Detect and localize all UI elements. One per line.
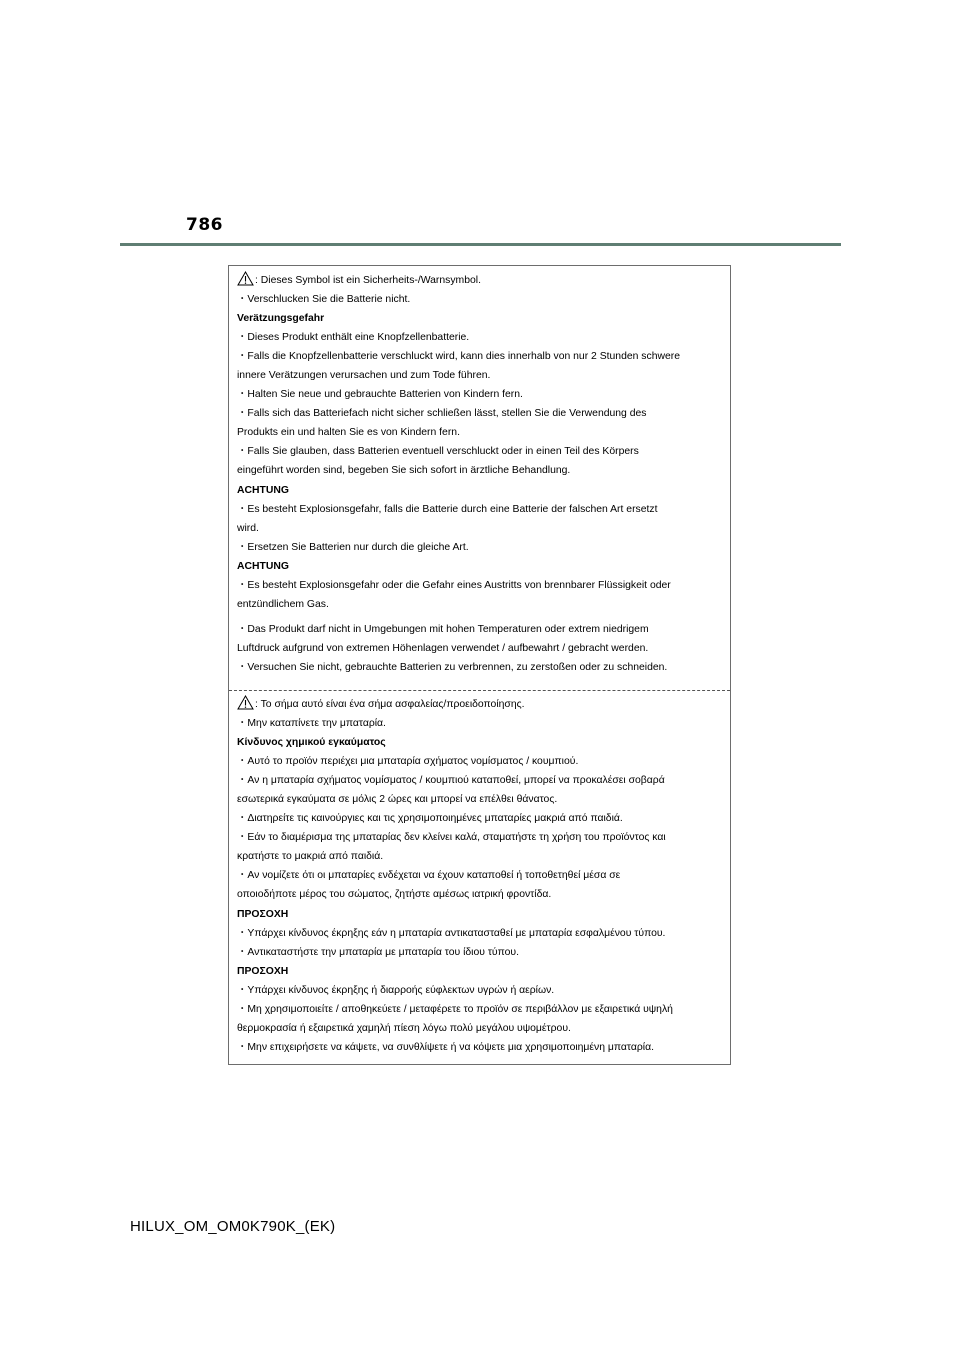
section-heading: Verätzungsgefahr (237, 313, 325, 325)
text-line: innere Verätzungen verursachen und zum Tode führen. (237, 370, 491, 382)
section-heading: ACHTUNG (237, 560, 289, 572)
text-line: entzündlichem Gas. (237, 598, 329, 610)
text-line: ・Αν νομίζετε ότι οι μπαταρίες ενδέχεται να έχουν καταποθεί ή τοποθετηθεί μέσα σε (237, 870, 621, 882)
warning-triangle-icon (237, 271, 254, 286)
text-line: ・Μην καταπίνετε την μπαταρία. (237, 718, 386, 730)
text-line: ・Halten Sie neue und gebrauchte Batterien von Kindern fern. (237, 389, 523, 401)
text-line: ・Μην επιχειρήσετε να κάψετε, να συνθλίψετε ή να κόψετε μια χρησιμοποιημένη μπαταρία. (237, 1041, 655, 1053)
text-line: ・Falls sich das Batteriefach nicht sicher schließen lässt, stellen Sie die Verwendung des (237, 408, 647, 420)
page-number: 786 (186, 215, 223, 235)
text-line: ・Falls Sie glauben, dass Batterien eventuell verschluckt oder in einen Teil des Körpers (237, 446, 639, 458)
german-lines (237, 290, 724, 677)
text-line: ・Υπάρχει κίνδυνος έκρηξης ή διαρροής εύφλεκτων υγρών ή αερίων. (237, 984, 555, 996)
greek-section (237, 695, 724, 1057)
header-rule (120, 243, 841, 246)
text-line: ・Verschlucken Sie die Batterie nicht. (237, 294, 411, 306)
section-heading: ΠΡΟΣΟΧΗ (237, 965, 289, 977)
german-symbol-text: : Dieses Symbol ist ein Sicherheits-/Warnsymbol. (255, 275, 481, 286)
text-line: wird. (237, 522, 259, 534)
greek-symbol-line (237, 695, 724, 714)
text-line: Luftdruck aufgrund von extremen Höhenlagen verwendet / aufbewahrt / gebracht werden. (237, 642, 649, 654)
text-line: eingeführt worden sind, begeben Sie sich sofort in ärztliche Behandlung. (237, 465, 571, 477)
text-line: εσωτερικά εγκαύματα σε μόλις 2 ώρες και μπορεί να επέλθει θάνατος. (237, 794, 558, 806)
section-heading: ACHTUNG (237, 484, 289, 496)
text-line: ・Dieses Produkt enthält eine Knopfzellenbatterie. (237, 332, 470, 344)
document-footer: HILUX_OM_OM0K790K_(EK) (130, 1218, 336, 1235)
text-line: ・Υπάρχει κίνδυνος έκρηξης εάν η μπαταρία αντικατασταθεί με μπαταρία εσφαλμένου τύπου. (237, 927, 666, 939)
text-line: ・Αντικαταστήστε την μπαταρία με μπαταρία του ίδιου τύπου. (237, 946, 519, 958)
text-line: ・Das Produkt darf nicht in Umgebungen mit hohen Temperaturen oder extrem niedrigem (237, 623, 649, 635)
text-line: ・Falls die Knopfzellenbatterie verschluckt wird, kann dies innerhalb von nur 2 Stunden schwere (237, 351, 680, 363)
text-line: ・Διατηρείτε τις καινούργιες και τις χρησιμοποιημένες μπαταρίες μακριά από παιδιά. (237, 813, 623, 825)
text-line: ・Αν η μπαταρία σχήματος νομίσματος / κουμπιού καταποθεί, μπορεί να προκαλέσει σοβαρά (237, 775, 665, 787)
text-line: ・Es besteht Explosionsgefahr oder die Gefahr eines Austritts von brennbarer Flüssigkeit oder (237, 579, 671, 591)
german-section (237, 271, 724, 677)
greek-symbol-text: : Το σήμα αυτό είναι ένα σήμα ασφαλείας/προειδοποίησης. (255, 699, 525, 710)
text-line: Produkts ein und halten Sie es von Kindern fern. (237, 427, 460, 439)
german-symbol-line (237, 271, 724, 290)
text-line: οποιοδήποτε μέρος του σώματος, ζητήστε αμέσως ιατρική φροντίδα. (237, 889, 552, 901)
battery-warning-box (228, 265, 731, 1065)
text-line: κρατήστε το μακριά από παιδιά. (237, 851, 384, 863)
warning-triangle-icon (237, 695, 254, 710)
section-heading: ΠΡΟΣΟΧΗ (237, 908, 289, 920)
text-line: ・Ersetzen Sie Batterien nur durch die gleiche Art. (237, 541, 469, 553)
text-line: ・Es besteht Explosionsgefahr, falls die Batterie durch eine Batterie der falschen Art ersetzt (237, 503, 658, 515)
section-divider (229, 690, 730, 691)
text-line: ・Αυτό το προϊόν περιέχει μια μπαταρία σχήματος νομίσματος / κουμπιού. (237, 756, 579, 768)
text-line: ・Εάν το διαμέρισμα της μπαταρίας δεν κλείνει καλά, σταματήστε τη χρήση του προϊόντος και (237, 832, 666, 844)
text-line: ・Versuchen Sie nicht, gebrauchte Batterien zu verbrennen, zu zerstoßen oder zu schneiden. (237, 661, 668, 673)
section-heading: Κίνδυνος χημικού εγκαύματος (237, 737, 386, 749)
text-line: θερμοκρασία ή εξαιρετικά χαμηλή πίεση λόγω πολύ μεγάλου υψομέτρου. (237, 1022, 571, 1034)
greek-lines (237, 714, 724, 1057)
text-line: ・Μη χρησιμοποιείτε / αποθηκεύετε / μεταφέρετε το προϊόν σε περιβάλλον με εξαιρετικά υψηλή (237, 1003, 673, 1015)
